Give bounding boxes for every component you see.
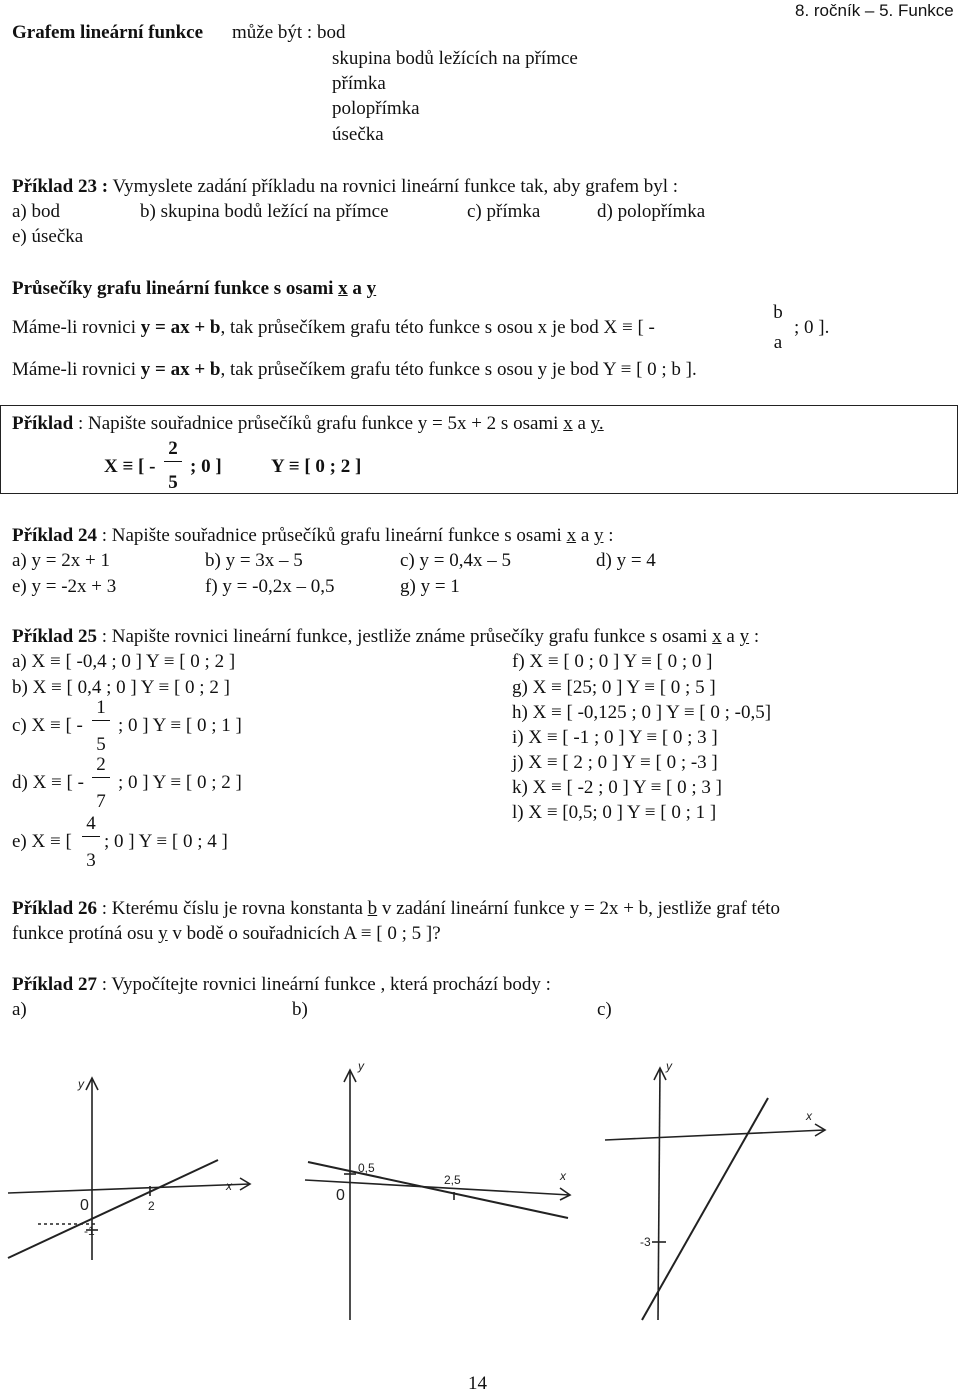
section-heading <box>12 279 376 298</box>
rule-y-intercept <box>12 360 697 379</box>
title-continuation: může být : bod <box>232 22 346 43</box>
rule-text: , tak průsečíkem grafu této funkce s osou x je bod X ≡ [ - <box>220 317 655 338</box>
list-item: d) polopřímka <box>597 201 706 222</box>
list-item: b) skupina bodů ležící na přímce <box>140 201 389 222</box>
y-label: y <box>358 1059 364 1073</box>
exercise-text: : Napište souřadnice průsečíků grafu lineární funkce s osami <box>101 525 562 546</box>
page-title: Grafem lineární funkce <box>12 22 204 43</box>
list-item: e) y = -2x + 3 <box>12 576 117 597</box>
function-line <box>308 1162 568 1218</box>
colon: : <box>608 525 614 546</box>
list-item: c) X ≡ [ - <box>12 715 83 736</box>
fraction-denominator: 7 <box>96 791 106 812</box>
list-item: e) X ≡ [ <box>12 831 72 852</box>
rule-text: , tak průsečíkem grafu této funkce s osou y je bod Y ≡ [ 0 ; b ]. <box>220 359 697 380</box>
axis-y: y <box>594 525 604 546</box>
list-item: a) bod <box>12 201 61 222</box>
list-item: f) y = -0,2x – 0,5 <box>205 576 335 597</box>
heading-a: a <box>352 278 362 299</box>
list-item: b) y = 3x – 5 <box>205 550 303 571</box>
rule-equation: y = ax + b <box>140 359 221 380</box>
exercise-24 <box>12 526 614 545</box>
list-item: d) X ≡ [ - <box>12 772 84 793</box>
rule-text: Máme-li rovnici <box>12 317 136 338</box>
list-item-end: ; 0 ] Y ≡ [ 0 ; 1 ] <box>118 715 242 736</box>
fraction-bar <box>92 777 110 778</box>
tick-label: -1 <box>84 1224 95 1238</box>
graph-c <box>600 1040 900 1330</box>
exercise-label: Příklad 23 : <box>12 176 109 197</box>
heading-y: y <box>366 278 377 299</box>
exercise-text: v bodě o souřadnicích A ≡ [ 0 ; 5 ]? <box>172 923 441 944</box>
fraction-numerator: 1 <box>96 697 106 718</box>
list-item-end: ; 0 ] Y ≡ [ 0 ; 2 ] <box>118 772 242 793</box>
exercise-27 <box>12 975 551 994</box>
option-item: skupina bodů ležících na přímce <box>332 48 578 69</box>
exercise-text: Vymyslete zadání příkladu na rovnici lineární funkce tak, aby grafem byl : <box>112 176 679 197</box>
x-label: x <box>806 1109 812 1123</box>
page-number: 14 <box>468 1373 487 1394</box>
heading-text: Průsečíky grafu lineární funkce s osami <box>12 278 334 299</box>
grade-label: 8. ročník – 5. Funkce <box>795 1 954 20</box>
fraction-denominator: 5 <box>96 734 106 755</box>
tick-label: -3 <box>640 1235 651 1249</box>
exercise-label: Příklad 26 <box>12 898 97 919</box>
y-axis <box>658 1068 660 1320</box>
fraction-bar <box>82 836 100 837</box>
axis-x: x <box>563 413 573 434</box>
exercise-label: Příklad 25 <box>12 626 97 647</box>
origin-label: 0 <box>336 1187 345 1204</box>
list-item: c) y = 0,4x – 5 <box>400 550 511 571</box>
constant-b: b <box>367 898 378 919</box>
tick-label: 0,5 <box>358 1161 375 1175</box>
example-prompt <box>12 414 604 433</box>
function-line <box>642 1098 768 1320</box>
list-item: a) y = 2x + 1 <box>12 550 110 571</box>
exercise-26 <box>12 899 780 918</box>
exercise-label: Příklad 27 <box>12 974 97 995</box>
axis-y: y <box>739 626 750 647</box>
list-item: j) X ≡ [ 2 ; 0 ] Y ≡ [ 0 ; -3 ] <box>512 752 718 773</box>
x-axis <box>605 1130 825 1140</box>
x-axis <box>8 1184 250 1193</box>
list-item-end: ; 0 ] Y ≡ [ 0 ; 4 ] <box>104 831 228 852</box>
option-item: přímka <box>332 73 386 94</box>
list-item: f) X ≡ [ 0 ; 0 ] Y ≡ [ 0 ; 0 ] <box>512 651 713 672</box>
y-label: y <box>666 1059 672 1073</box>
rule-x-intercept <box>12 318 655 337</box>
fraction-numerator: 2 <box>168 438 178 459</box>
fraction-numerator: 4 <box>86 813 96 834</box>
exercise-text: v zadání lineární funkce y = 2x + b, jestliže graf této <box>381 898 781 919</box>
list-item: c) přímka <box>467 201 541 222</box>
fraction-denominator: 3 <box>86 850 96 871</box>
axis-y: y. <box>590 413 604 434</box>
part-label: b) <box>292 999 308 1020</box>
fraction-numerator: 2 <box>96 754 106 775</box>
exercise-text: : Napište rovnici lineární funkce, jestliže známe průsečíky grafu funkce s osami <box>101 626 708 647</box>
x-label: x <box>560 1169 566 1183</box>
exercise-23 <box>12 177 678 196</box>
option-item: úsečka <box>332 124 384 145</box>
exercise-label: Příklad 24 <box>12 525 97 546</box>
graph-a <box>0 1040 260 1320</box>
list-item: i) X ≡ [ -1 ; 0 ] Y ≡ [ 0 ; 3 ] <box>512 727 718 748</box>
axis-x: x <box>712 626 722 647</box>
list-item: a) X ≡ [ -0,4 ; 0 ] Y ≡ [ 0 ; 2 ] <box>12 651 236 672</box>
rule-text: Máme-li rovnici <box>12 359 136 380</box>
exercise-25 <box>12 627 759 646</box>
exercise-text: funkce protíná osu <box>12 923 154 944</box>
conj: a <box>580 525 590 546</box>
function-line <box>8 1160 218 1258</box>
fraction-denominator: 5 <box>168 472 178 493</box>
rule-text-end: ; 0 ]. <box>794 317 830 338</box>
exercise-text: : Vypočítejte rovnici lineární funkce , která prochází body : <box>101 974 551 995</box>
graph-b <box>300 1040 580 1330</box>
rule-equation: y = ax + b <box>140 317 221 338</box>
list-item: g) y = 1 <box>400 576 460 597</box>
fraction-numerator: b <box>773 302 783 323</box>
list-item: l) X ≡ [0,5; 0 ] Y ≡ [ 0 ; 1 ] <box>512 802 717 823</box>
conj: a <box>726 626 735 647</box>
answer-y: Y ≡ [ 0 ; 2 ] <box>271 456 362 477</box>
part-label: c) <box>597 999 612 1020</box>
tick-label: 2 <box>148 1199 155 1213</box>
option-item: polopřímka <box>332 98 420 119</box>
fraction-bar <box>92 720 110 721</box>
list-item: d) y = 4 <box>596 550 656 571</box>
conj: a <box>577 413 586 434</box>
fraction-bar <box>164 461 182 462</box>
example-text: : Napište souřadnice průsečíků grafu funkce y = 5x + 2 s osami <box>77 413 559 434</box>
fraction-denominator: a <box>773 332 783 353</box>
exercise-text: : Kterému číslu je rovna konstanta <box>101 898 363 919</box>
axis-y: y <box>158 923 168 944</box>
origin-label: 0 <box>80 1197 89 1214</box>
list-item: b) X ≡ [ 0,4 ; 0 ] Y ≡ [ 0 ; 2 ] <box>12 677 230 698</box>
tick-label: 2,5 <box>444 1173 461 1187</box>
x-label: x <box>226 1179 232 1193</box>
axis-x: x <box>566 525 577 546</box>
list-item: k) X ≡ [ -2 ; 0 ] Y ≡ [ 0 ; 3 ] <box>512 777 722 798</box>
heading-x: x <box>338 278 348 299</box>
y-label: y <box>78 1077 84 1091</box>
answer-x-end: ; 0 ] <box>190 456 222 477</box>
list-item: e) úsečka <box>12 226 84 247</box>
list-item: g) X ≡ [25; 0 ] Y ≡ [ 0 ; 5 ] <box>512 677 716 698</box>
exercise-26-line2 <box>12 924 441 943</box>
answer-x: X ≡ [ - <box>104 456 156 477</box>
list-item: h) X ≡ [ -0,125 ; 0 ] Y ≡ [ 0 ; -0,5] <box>512 702 772 723</box>
part-label: a) <box>12 999 27 1020</box>
example-label: Příklad <box>12 413 74 434</box>
colon: : <box>753 626 760 647</box>
